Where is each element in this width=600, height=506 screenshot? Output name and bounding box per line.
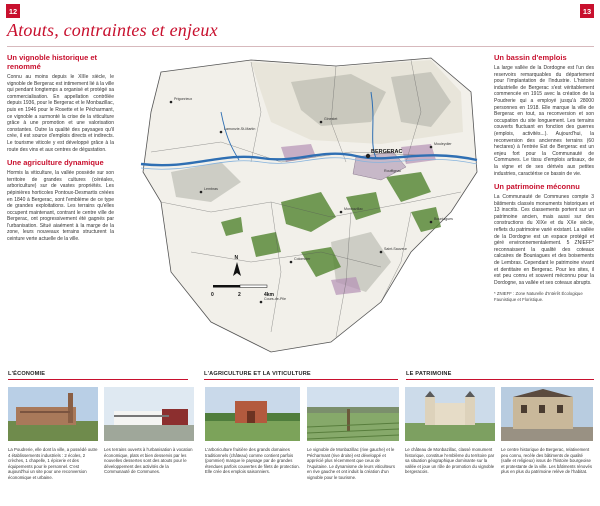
left-column xyxy=(7,53,114,248)
map-place-label: Lamonzie-St-Martin xyxy=(224,127,256,131)
caption-zone-economique: Les terrains ouverts à l'urbanisation à vocation économique, plats et bien desservis par les nouvelles dessertes sont des atouts pour le développement des activités de la Communauté de Communes. xyxy=(104,447,193,475)
section-label-patrimoine: LE PATRIMOINE xyxy=(406,371,594,380)
page-number-left: 12 xyxy=(6,4,20,18)
photo-centre-historique xyxy=(501,387,593,441)
caption-poudrerie: La Poudrerie, elle dont la ville, a possédé outre 4 établissements industriels : 2 écoles, 2 crèches, 1 chapelle, 1 épicerie et des équipements pour le personnel. C'est aujourd'hui un site pour une reconversion économique et urbaine. xyxy=(8,447,98,480)
page-number-right: 13 xyxy=(580,4,594,18)
photo-zone-economique xyxy=(104,387,194,441)
section-label-economie: L'ÉCONOMIE xyxy=(8,371,188,380)
caption-arboriculture: L'arboriculture fruitière des grands domaines traditionnels (château) comme contient parfois (pommier) marque le paysage par de grandes étendues parfois couvertes de filets de protection. Elle crée des emplois saisonniers. xyxy=(205,447,300,475)
map-place-label: Prigonrieux xyxy=(174,97,193,101)
photo-poudrerie xyxy=(8,387,98,441)
photo-vignoble-monbazillac xyxy=(307,387,399,441)
page-title: Atouts, contraintes et enjeux xyxy=(7,20,218,40)
map-place-label: Bouniagues xyxy=(434,217,453,221)
territory-map xyxy=(131,52,483,370)
svg-text:4km: 4km xyxy=(264,292,275,298)
map-place-label: Saint-Sauveur xyxy=(384,247,407,251)
section-text-agriculture: Hormis la viticulture, la vallée possède sur son territoire de grandes cultures (céréales, arboriculture) sur de vastes propriétés. Les pépinières horticoles Pontoux-Desmartis créées en 1840 à Bergerac, sont l'emblème de ce type de grandes exploitations. Les terrains qu'elles occupent maintenant, contrant le centre ville de Bergerac, ont progressivement été gagnés par l'urbanisation. Situé aiaément à la marge de la zone, leurs nouveaux terrains structurent la ceinture verte actuelle de la ville. xyxy=(7,170,114,243)
caption-chateau: Le château de Monbazillac, classé monument historique, constitue l'emblème du territoire par sa situation géographique dominante sur la vallée et joue un rôle de promotion du vignoble bergeracois. xyxy=(405,447,495,475)
footnote-znieff: * ZNIEFF : Zone Naturelle d'Intérêt Écologique Faunistique et Floristique. xyxy=(494,291,583,302)
title-divider xyxy=(7,46,594,47)
section-text-patrimoine: La Communauté de Communes compte 3 bâtiments classés monuments historiques et 13 inscrits. Ces classements portent sur un patrimoine ancien, mais aussi sur des constructions du XIXe et du XXe siècle, reflets du patrimoine varié existant. La vallée de la Dordogne est un espace protégé et géré environnementalement. 5 ZNIEFF* reconnaissent la qualité des coteaux calcaires de Bouniagues et des boisements de Lembras. Cependant le patrimoine vivant et dentitaire en Bergerac. Pour les sites, il est peu connu et souvent méconnu pour la Dordogne, sa vallée et ses coteaux abrupts. xyxy=(494,194,594,286)
map-city-label: BERGERAC xyxy=(371,149,403,155)
map-place-label: Ginestet xyxy=(324,117,338,121)
map-place-label: Monbazillac xyxy=(344,207,363,211)
caption-centre-historique: Le centre historique de Bergerac, relativement peu connu, recèle des bâtiments de qualité (salle et religieux) issus de l'histoire bourgeoise et protestante de la ville. Les bâtiments rénovés plus en plus du patrimoine relève de l'habitat. xyxy=(501,447,593,475)
section-heading-agriculture: Une agriculture dynamique xyxy=(7,158,104,168)
right-column xyxy=(494,53,594,303)
section-label-agriculture: L'AGRICULTURE ET LA VITICULTURE xyxy=(204,371,398,380)
section-heading-patrimoine: Un patrimoine méconnu xyxy=(494,182,580,192)
section-text-emplois: La large vallée de la Dordogne est l'un des reservoirs remarquables du département pour l'implantation de l'industrie. L'histoire industrielle de Bergerac s'est véritablement commencée en 1915 avec la création de la Poudrerie qui a employé jusqu'à 28000 personnes en 1918. Elle marque la ville de Bergerac en tout, sa reconversion et son occupation du site longuement. Les terrains couverts fluctuant en fonction des guerres (emplois, activités...). Aujourd'hui, la reconversion des anciennes terrains (60 hectares) à l'entrée Est de Bergerac est un enjeu fort pour la Communauté de Communes. Le tissu d'emplois artisaux, de la vigne et de ses dérivés aux petites industries, caractérise ce bassin de vie. xyxy=(494,65,594,177)
map-place-label: Lembras xyxy=(204,187,218,191)
section-heading-emplois: Un bassin d'emplois xyxy=(494,53,567,62)
map-place-label: Cours-de-Pile xyxy=(264,297,286,301)
map-place-label: Rouffignac xyxy=(384,169,402,173)
caption-vignoble: Le vignoble de Monbazillac (rive gauche) et le Pécharmant (rive droite) est développé et apprécié plus récemment que ceux de l'Aquitaine. Le dynamisme de leurs viticulteurs en rive gauche et ont induit la création d'un vignoble pour le tourisme. xyxy=(307,447,395,480)
north-label: N xyxy=(234,255,239,261)
photo-chateau-monbazillac xyxy=(405,387,495,441)
svg-text:0: 0 xyxy=(211,292,214,298)
map-place-label: Colombier xyxy=(294,257,311,261)
svg-text:2: 2 xyxy=(238,292,241,298)
section-heading-vignoble: Un vignoble historique et renommé xyxy=(7,53,98,71)
map-place-label: Mouleydier xyxy=(434,142,452,146)
photo-arboriculture xyxy=(205,387,300,441)
section-text-vignoble: Connu au moins depuis le XIIIe siècle, le vignoble de Bergerac est intimement lié à la ville qui pendant longtemps a organisé et protégé sa commercialisation. En appellation contrôlée depuis 1936, pour le Bergerac et le Monbazillac, puis en 1946 pour le Rosette et le Pécharmant, ce vignoble a surmonté la crise de la viticulture grâce à une promotion et une valorisation constantes. Outre la qualité des paysages qu'il crée, il est source d'emplois directs et indirects. Le tourisme viticole y est développé grâce à la route des vins et aux centres de dégustation. xyxy=(7,74,115,153)
